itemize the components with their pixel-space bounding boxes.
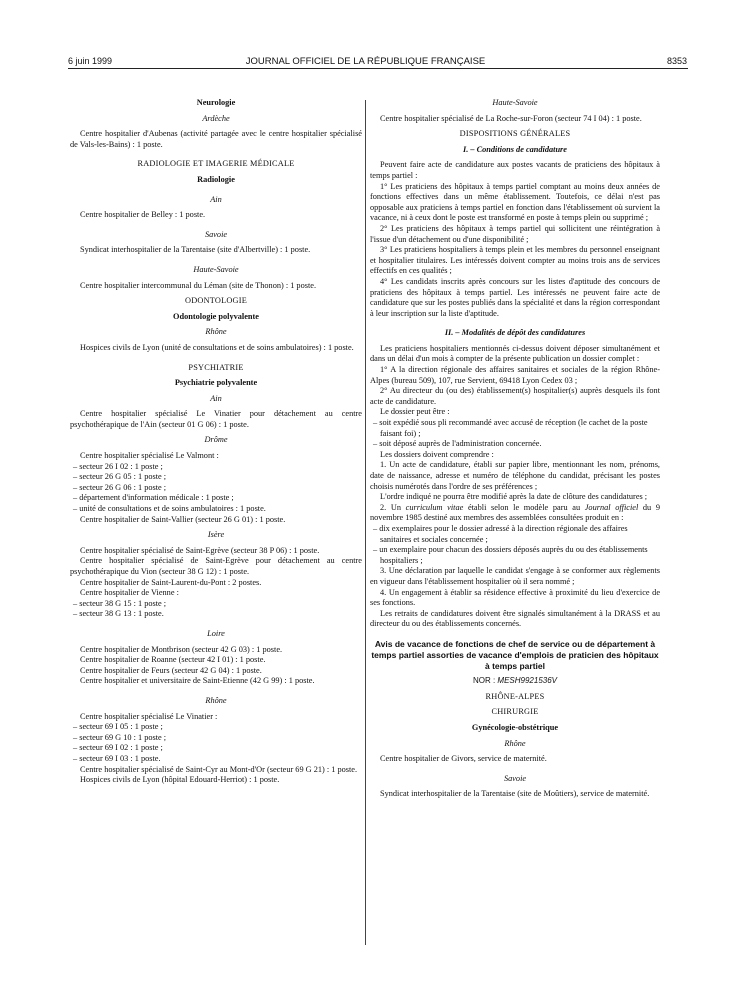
paragraph bbox=[370, 503, 660, 524]
post-entry: Centre hospitalier spécialisé de La Roche-sur-Foron (secteur 74 I 04) : 1 poste. bbox=[380, 113, 642, 123]
post-entry: Hospices civils de Lyon (unité de consultations et de soins ambulatoires) : 1 poste. bbox=[80, 342, 354, 352]
section-subheading: Gynécologie-obstétrique bbox=[471, 723, 559, 733]
paragraph: Les praticiens hospitaliers mentionnés ci-dessus doivent déposer simultanément et dans un délai d'un mois à compter de la présente publication un dossier complet : bbox=[370, 343, 660, 364]
text-run-italic: curriculum vitae bbox=[405, 502, 464, 512]
post-entry: Centre hospitalier spécialisé Le Vinatier : bbox=[80, 711, 218, 721]
paragraph: Les dossiers doivent comprendre : bbox=[380, 449, 494, 459]
post-entry: Centre hospitalier spécialisé de Saint-Egrève pour détachement au centre psychothérapique du Vion (secteur 38 G 12) : 1 poste. bbox=[70, 556, 362, 576]
section-subheading: Radiologie bbox=[197, 174, 235, 184]
nor-label: NOR : bbox=[472, 676, 498, 686]
paragraph: 4° Les candidats inscrits après concours sur les listes d'aptitude des concours de praticiens des hôpitaux à temps partiel. Les intéressés ne peuvent faire acte de candidature que sur les postes publiés dans la spécialité et dans la région correspondant à leur inscription sur la liste d'aptitude. bbox=[370, 276, 660, 318]
list-item: – secteur 38 G 13 : 1 poste. bbox=[73, 609, 164, 619]
post-entry: Centre hospitalier de Montbrison (secteur 42 G 03) : 1 poste. bbox=[80, 644, 283, 654]
list-item: – un exemplaire pour chacun des dossiers déposés auprès du ou des établissements hospitaliers ; bbox=[373, 545, 648, 565]
post-entry: Centre hospitalier spécialisé de Saint-Cyr au Mont-d'Or (secteur 69 G 21) : 1 poste. bbox=[80, 764, 358, 774]
list-item: – unité de consultations et de soins ambulatoires : 1 poste. bbox=[73, 504, 266, 514]
post-entry: Centre hospitalier de Saint-Vallier (secteur 26 G 01) : 1 poste. bbox=[80, 514, 286, 524]
region-title: RHÔNE-ALPES bbox=[485, 691, 545, 701]
nor-reference bbox=[370, 676, 660, 687]
post-entry: Centre hospitalier de Givors, service de maternité. bbox=[380, 754, 547, 764]
paragraph: 3. Une déclaration par laquelle le candidat s'engage à se conformer aux règlements en vigueur dans l'établissement hospitalier où il sera nommé ; bbox=[370, 566, 660, 586]
post-entry: Centre hospitalier de Roanne (secteur 42 I 01) : 1 poste. bbox=[80, 655, 266, 665]
post-entry: Syndicat interhospitalier de la Tarentaise (site de Moûtiers), service de maternité. bbox=[380, 789, 650, 799]
list-item: – secteur 26 G 05 : 1 poste ; bbox=[73, 472, 167, 482]
text-run: 2. Un bbox=[380, 502, 406, 512]
region-heading: Haute-Savoie bbox=[492, 98, 538, 107]
list-item: – secteur 38 G 15 : 1 poste ; bbox=[73, 598, 167, 608]
post-entry: Centre hospitalier spécialisé Le Vinatier pour détachement au centre psychothérapique de l'Ain (secteur 01 G 06) : 1 poste. bbox=[70, 409, 362, 429]
section-subheading: Psychiatrie polyvalente bbox=[174, 378, 258, 388]
region-heading: Ain bbox=[210, 194, 222, 204]
header-page-number: 8353 bbox=[666, 56, 687, 66]
post-entry: Centre hospitalier de Belley : 1 poste. bbox=[80, 210, 206, 220]
region-heading: Savoie bbox=[204, 229, 228, 239]
paragraph: 1. Un acte de candidature, établi sur papier libre, mentionnant les nom, prénoms, date de naissance, adresse et numéro de téléphone du candidat, précisant les postes choisis numérotés dans l'ordre de ses préférences ; bbox=[370, 460, 660, 491]
notice-title: Avis de vacance de fonctions de chef de service ou de département à temps partiel assorties de vacance d'emplois de praticien des hôpitaux à temps partiel bbox=[371, 638, 659, 671]
header-date: 6 juin 1999 bbox=[68, 56, 113, 66]
list-item: – secteur 69 I 05 : 1 poste ; bbox=[73, 722, 163, 732]
paragraph: 4. Un engagement à établir sa résidence effective à proximité du lieu d'exercice de ses fonctions. bbox=[370, 587, 660, 608]
paragraph: 2° Au directeur du (ou des) établissement(s) hospitalier(s) auprès desquels ils font acte de candidature. bbox=[370, 386, 660, 406]
paragraph: Peuvent faire acte de candidature aux postes vacants de praticiens des hôpitaux à temps partiel : bbox=[370, 160, 660, 180]
page-header bbox=[0, 0, 731, 67]
post-entry: Centre hospitalier de Saint-Laurent-du-Pont : 2 postes. bbox=[80, 577, 262, 587]
text-run: établi selon le modèle paru au bbox=[463, 502, 585, 512]
post-entry: Centre hospitalier de Vienne : bbox=[80, 588, 179, 598]
list-item: – secteur 69 G 10 : 1 poste ; bbox=[73, 732, 167, 742]
list-item: – secteur 26 G 06 : 1 poste ; bbox=[73, 482, 167, 492]
section-heading: RADIOLOGIE ET IMAGERIE MÉDICALE bbox=[137, 159, 295, 169]
region-heading: Loire bbox=[207, 628, 225, 638]
region-heading: Savoie bbox=[503, 773, 527, 783]
post-entry: Centre hospitalier de Feurs (secteur 42 G 04) : 1 poste. bbox=[80, 665, 262, 675]
left-column bbox=[70, 98, 362, 786]
list-item: – secteur 69 I 02 : 1 poste ; bbox=[73, 743, 163, 753]
header-title: JOURNAL OFFICIEL DE LA RÉPUBLIQUE FRANÇAISE bbox=[245, 56, 486, 67]
list-item: – soit déposé auprès de l'administration concernée. bbox=[373, 439, 542, 449]
post-entry: Centre hospitalier intercommunal du Léman (site de Thonon) : 1 poste. bbox=[80, 280, 317, 290]
list-item: – soit expédié sous pli recommandé avec accusé de réception (le cachet de la poste faisant foi) ; bbox=[373, 418, 648, 438]
subsection-heading: I. – Conditions de candidature bbox=[463, 144, 567, 154]
paragraph: 3° Les praticiens hospitaliers à temps plein et les membres du personnel enseignant et hospitalier titulaires. Les intéressés doivent compter au moins trois ans de services effectifs en ces qualités ; bbox=[370, 245, 660, 276]
paragraph: 2° Les praticiens des hôpitaux à temps partiel qui sollicitent une réintégration à l'issue d'un détachement ou d'une disponibilité ; bbox=[370, 223, 660, 244]
region-heading: Drôme bbox=[204, 435, 228, 445]
section-heading: DISPOSITIONS GÉNÉRALES bbox=[459, 129, 571, 139]
post-entry: Centre hospitalier spécialisé Le Valmont : bbox=[80, 451, 219, 461]
region-heading: Ardèche bbox=[202, 113, 230, 123]
text-run: du 9 novembre 1985 destiné aux membres des assemblées consultées produit en : bbox=[370, 502, 660, 523]
column-divider bbox=[365, 100, 366, 945]
text-run-italic: Journal officiel bbox=[584, 502, 639, 512]
paragraph: 1° A la direction régionale des affaires sanitaires et sociales de la région Rhône-Alpes (bureau 509), 107, rue Servient, 69418 Lyon Cedex 03 ; bbox=[370, 365, 660, 385]
paragraph: Le dossier peut être : bbox=[380, 407, 450, 417]
section-heading: CHIRURGIE bbox=[491, 707, 539, 717]
section-heading: PSYCHIATRIE bbox=[188, 362, 244, 372]
right-column bbox=[370, 98, 660, 800]
list-item: – secteur 69 I 03 : 1 poste. bbox=[73, 753, 161, 763]
paragraph: 1° Les praticiens des hôpitaux à temps partiel comptant au moins deux années de fonctions effectives dans un même établissement. Toutefois, ce délai n'est pas opposable aux praticiens à temps partiel en fonction dans l'établissement où survient la vacance, ni à ceux dont le poste est transformé en poste à temps plein ou supprimé ; bbox=[370, 181, 660, 223]
header-rule bbox=[68, 68, 688, 69]
paragraph: Les retraits de candidatures doivent être signalés simultanément à la DRASS et au directeur du ou des établissements concernés. bbox=[370, 608, 660, 629]
post-entry: Syndicat interhospitalier de la Tarentaise (site d'Albertville) : 1 poste. bbox=[80, 245, 311, 255]
post-entry: Centre hospitalier et universitaire de Saint-Etienne (42 G 99) : 1 poste. bbox=[80, 676, 315, 686]
section-subheading: Neurologie bbox=[196, 98, 236, 107]
subsection-heading: II. – Modalités de dépôt des candidatures bbox=[444, 328, 586, 338]
section-subheading: Odontologie polyvalente bbox=[173, 311, 259, 321]
list-item: – dix exemplaires pour le dossier adressé à la direction régionale des affaires sanitaires et sociales concernée ; bbox=[373, 523, 628, 544]
list-item: – département d'information médicale : 1 poste ; bbox=[73, 493, 234, 503]
post-entry: Centre hospitalier d'Aubenas (activité partagée avec le centre hospitalier spécialisé de Vals-les-Bains) : 1 poste. bbox=[70, 129, 362, 149]
post-entry: Hospices civils de Lyon (hôpital Edouard-Herriot) : 1 poste. bbox=[80, 775, 280, 785]
region-heading: Rhône bbox=[205, 327, 227, 337]
region-heading: Rhône bbox=[205, 695, 227, 705]
region-heading: Haute-Savoie bbox=[193, 264, 239, 274]
list-item: – secteur 26 I 02 : 1 poste ; bbox=[73, 461, 163, 471]
region-heading: Isère bbox=[207, 530, 225, 540]
region-heading: Ain bbox=[210, 393, 222, 403]
section-heading: ODONTOLOGIE bbox=[185, 296, 247, 306]
post-entry: Centre hospitalier spécialisé de Saint-Egrève (secteur 38 P 06) : 1 poste. bbox=[80, 545, 320, 555]
paragraph: L'ordre indiqué ne pourra être modifié après la date de clôture des candidatures ; bbox=[380, 492, 648, 502]
region-heading: Rhône bbox=[504, 738, 526, 748]
nor-code: MESH9921536V bbox=[497, 676, 558, 686]
